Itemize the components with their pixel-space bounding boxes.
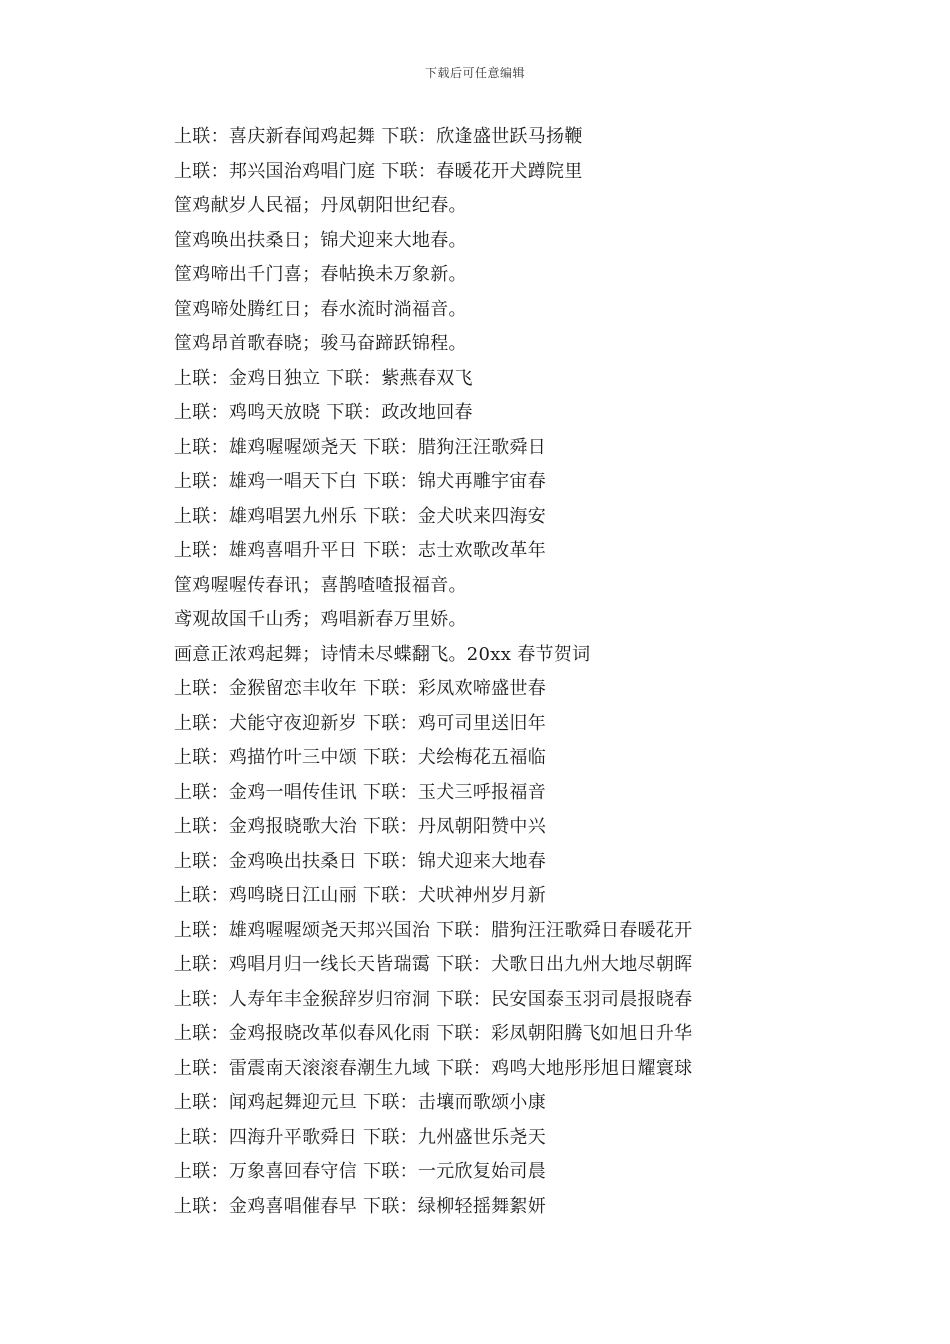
couplet-line: 上联：鸡唱月归一线长天皆瑞霭 下联：犬歌日出九州大地尽朝晖 (174, 954, 693, 975)
couplet-line: 上联：雄鸡唱罢九州乐 下联：金犬吠来四海安 (174, 505, 547, 527)
couplet-line: 上联：金鸡喜唱催春早 下联：绿柳轻摇舞絮妍 (174, 1195, 547, 1217)
couplet-line: 筐鸡喔喔传春讯；喜鹊喳喳报福音。 (174, 574, 467, 596)
couplet-line: 上联：闻鸡起舞迎元旦 下联：击壤而歌颂小康 (174, 1092, 547, 1113)
couplet-line: 上联：四海升平歌舜日 下联：九州盛世乐尧天 (174, 1126, 547, 1148)
page-header: 下载后可任意编辑 (424, 66, 525, 80)
couplet-line: 筐鸡啼出千门喜；春帖换未万象新。 (174, 264, 467, 285)
couplet-line: 上联：金鸡报晓改革似春风化雨 下联：彩凤朝阳腾飞如旭日升华 (174, 1023, 693, 1044)
couplet-line: 上联：金猴留恋丰收年 下联：彩凤欢啼盛世春 (174, 678, 547, 699)
couplet-line: 上联：鸡鸣晓日江山丽 下联：犬吠神州岁月新 (174, 885, 547, 906)
couplet-line: 筐鸡献岁人民福；丹凤朝阳世纪春。 (174, 195, 467, 216)
couplet-line: 上联：金鸡唤出扶桑日 下联：锦犬迎来大地春 (174, 850, 547, 872)
couplet-line: 上联：雄鸡喜唱升平日 下联：志士欢歌改革年 (174, 540, 547, 561)
couplet-line: 筐鸡唤出扶桑日；锦犬迎来大地春。 (174, 229, 467, 251)
couplet-line: 画意正浓鸡起舞；诗情未尽蝶翻飞。20xx 春节贺词 (174, 643, 591, 665)
couplet-line: 上联：雄鸡喔喔颂尧天 下联：腊狗汪汪歌舜日 (174, 436, 547, 458)
couplet-line: 上联：万象喜回春守信 下联：一元欣复始司晨 (174, 1161, 547, 1182)
couplet-line: 上联：雷震南天滚滚春潮生九域 下联：鸡鸣大地彤彤旭日耀寰球 (174, 1057, 693, 1079)
couplet-line: 上联：雄鸡一唱天下白 下联：锦犬再雕宇宙春 (174, 471, 547, 492)
couplet-line: 上联：犬能守夜迎新岁 下联：鸡可司里送旧年 (174, 712, 547, 734)
couplet-line: 鸢观故国千山秀；鸡唱新春万里娇。 (174, 609, 467, 630)
couplet-line: 上联：金鸡日独立 下联：紫燕春双飞 (174, 367, 473, 389)
couplet-line: 上联：人寿年丰金猴辞岁归帘洞 下联：民安国泰玉羽司晨报晓春 (174, 988, 693, 1010)
couplet-line: 上联：金鸡报晓歌大治 下联：丹凤朝阳赞中兴 (174, 816, 547, 837)
couplet-line: 筐鸡啼处腾红日；春水流时淌福音。 (174, 298, 467, 320)
couplet-line: 筐鸡昂首歌春晓；骏马奋蹄跃锦程。 (174, 333, 467, 354)
couplet-line: 上联：鸡描竹叶三中颂 下联：犬绘梅花五福临 (174, 747, 547, 768)
couplet-line: 上联：鸡鸣天放晓 下联：政改地回春 (174, 402, 473, 423)
couplet-list (174, 120, 794, 1224)
couplet-line: 上联：雄鸡喔喔颂尧天邦兴国治 下联：腊狗汪汪歌舜日春暖花开 (174, 919, 693, 941)
couplet-line: 上联：喜庆新春闻鸡起舞 下联：欣逢盛世跃马扬鞭 (174, 126, 583, 147)
couplet-line: 上联：金鸡一唱传佳讯 下联：玉犬三呼报福音 (174, 781, 547, 803)
couplet-line: 上联：邦兴国治鸡唱门庭 下联：春暖花开犬蹲院里 (174, 160, 583, 182)
